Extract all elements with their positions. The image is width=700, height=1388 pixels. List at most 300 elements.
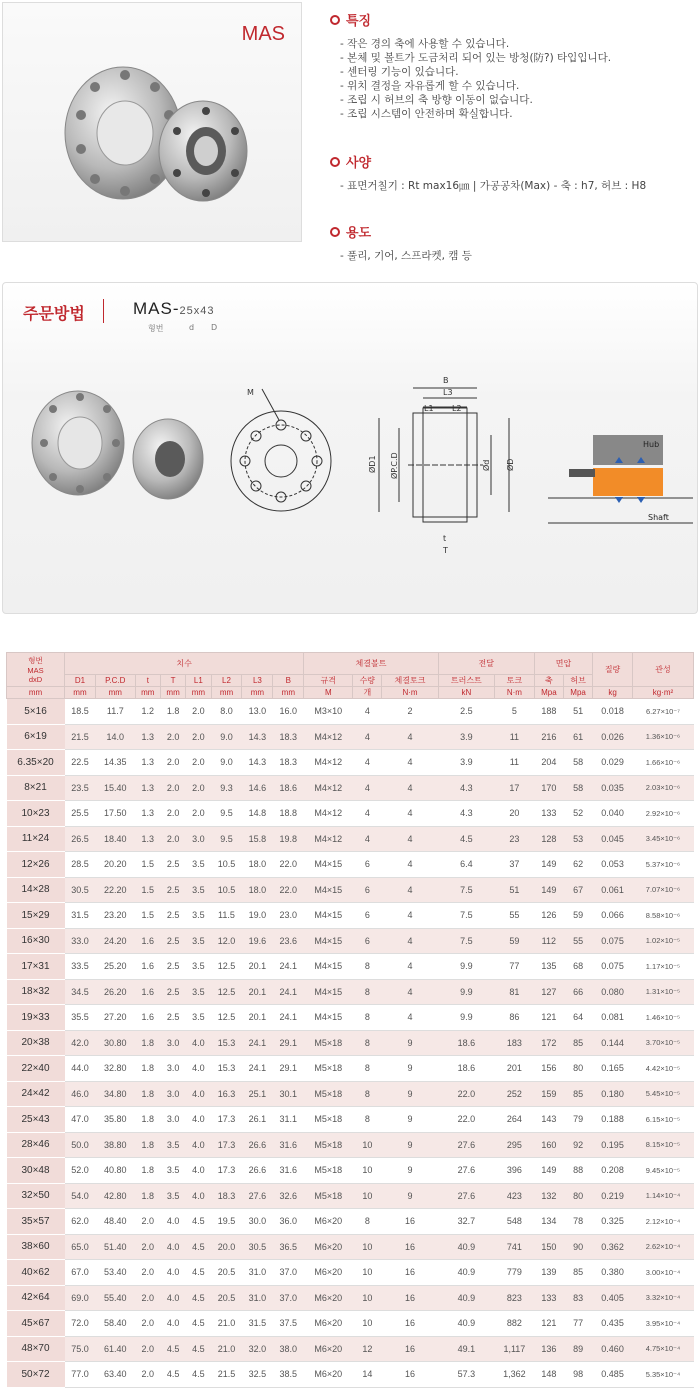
table-subheader: D1 <box>65 675 96 687</box>
table-row <box>7 724 694 750</box>
table-cell: 127 <box>534 979 563 1005</box>
table-unit: Mpa <box>534 687 563 699</box>
table-unit: mm <box>211 687 242 699</box>
table-cell: 13.0 <box>242 699 273 725</box>
table-cell: 5 <box>495 699 535 725</box>
table-cell: M5×18 <box>304 1030 353 1056</box>
table-cell: 31.0 <box>242 1285 273 1311</box>
table-cell: M6×20 <box>304 1260 353 1286</box>
table-cell: 21.0 <box>211 1311 242 1337</box>
table-cell: 1.3 <box>135 750 160 776</box>
label-shaft: Shaft <box>648 513 669 522</box>
table-cell: 27.6 <box>438 1132 494 1158</box>
table-cell: 4 <box>382 826 438 852</box>
table-subheader: L2 <box>211 675 242 687</box>
table-row <box>7 1132 694 1158</box>
unit-row <box>7 687 694 699</box>
table-cell: 32.5 <box>242 1362 273 1388</box>
table-subheader: L1 <box>186 675 211 687</box>
table-cell: 10 <box>353 1183 382 1209</box>
table-cell: 24.1 <box>273 954 304 980</box>
table-cell: 5.35×10⁻⁴ <box>632 1362 693 1388</box>
table-cell: 3.5 <box>186 903 211 929</box>
table-cell: 35.5 <box>65 1005 96 1031</box>
table-cell: 33.5 <box>65 954 96 980</box>
table-cell: 31.6 <box>273 1158 304 1184</box>
table-cell: 2.0 <box>135 1234 160 1260</box>
table-cell: 28.5 <box>65 852 96 878</box>
table-cell: 3.5 <box>186 979 211 1005</box>
table-cell: 18.0 <box>242 877 273 903</box>
table-cell: 4 <box>382 852 438 878</box>
table-cell: 1.8 <box>135 1183 160 1209</box>
table-row-size: 50×72 <box>7 1362 65 1388</box>
table-cell: 1.36×10⁻⁶ <box>632 724 693 750</box>
table-cell: 4 <box>353 750 382 776</box>
table-cell: 17.3 <box>211 1158 242 1184</box>
table-cell: M5×18 <box>304 1132 353 1158</box>
table-cell: 33.0 <box>65 928 96 954</box>
table-cell: 4.5 <box>186 1362 211 1388</box>
table-row <box>7 928 694 954</box>
table-cell: 40.9 <box>438 1260 494 1286</box>
table-row <box>7 1336 694 1362</box>
table-cell: 40.9 <box>438 1234 494 1260</box>
table-cell: 68 <box>563 954 592 980</box>
table-cell: 4 <box>382 877 438 903</box>
table-cell: 135 <box>534 954 563 980</box>
table-cell: 10 <box>353 1260 382 1286</box>
th-trans: 전달 <box>438 653 534 675</box>
label-t: t <box>443 534 447 543</box>
table-cell: 27.6 <box>438 1158 494 1184</box>
table-cell: M6×20 <box>304 1285 353 1311</box>
table-unit: mm <box>160 687 185 699</box>
table-cell: 34.80 <box>95 1081 135 1107</box>
table-unit: mm <box>135 687 160 699</box>
table-cell: 30.5 <box>65 877 96 903</box>
table-cell: 59 <box>495 928 535 954</box>
table-cell: 1.8 <box>135 1107 160 1133</box>
table-cell: 19.6 <box>242 928 273 954</box>
table-row <box>7 852 694 878</box>
table-cell: 83 <box>563 1285 592 1311</box>
table-cell: 170 <box>534 775 563 801</box>
table-cell: 10.5 <box>211 877 242 903</box>
table-cell: 4 <box>382 979 438 1005</box>
table-cell: 16 <box>382 1234 438 1260</box>
table-cell: 20.20 <box>95 852 135 878</box>
table-cell: M4×12 <box>304 775 353 801</box>
table-cell: 0.219 <box>593 1183 633 1209</box>
table-cell: 2.03×10⁻⁶ <box>632 775 693 801</box>
table-cell: 20.1 <box>242 1005 273 1031</box>
table-cell: M4×12 <box>304 750 353 776</box>
table-cell: 2.5 <box>160 903 185 929</box>
table-cell: 26.1 <box>242 1107 273 1133</box>
product-image <box>3 3 303 243</box>
table-cell: 36.0 <box>273 1209 304 1235</box>
table-cell: 3.5 <box>186 1005 211 1031</box>
table-cell: 42.0 <box>65 1030 96 1056</box>
table-cell: 1.6 <box>135 979 160 1005</box>
table-unit: kg·m² <box>632 687 693 699</box>
table-cell: 11 <box>495 750 535 776</box>
table-cell: 18.8 <box>273 801 304 827</box>
table-cell: 150 <box>534 1234 563 1260</box>
table-cell: 3.9 <box>438 724 494 750</box>
table-cell: 53.40 <box>95 1260 135 1286</box>
table-row-size: 35×57 <box>7 1209 65 1235</box>
table-cell: 4.5 <box>186 1260 211 1286</box>
table-row <box>7 775 694 801</box>
table-cell: 48.40 <box>95 1209 135 1235</box>
table-cell: 86 <box>495 1005 535 1031</box>
table-cell: 57.3 <box>438 1362 494 1388</box>
order-label-d: d <box>189 323 195 332</box>
table-cell: 3.5 <box>186 852 211 878</box>
table-cell: 1,362 <box>495 1362 535 1388</box>
table-cell: 7.07×10⁻⁶ <box>632 877 693 903</box>
table-cell: 0.080 <box>593 979 633 1005</box>
table-row <box>7 1362 694 1388</box>
label-d: Ød <box>482 459 491 471</box>
table-row <box>7 1311 694 1337</box>
table-cell: 0.061 <box>593 877 633 903</box>
table-cell: 0.029 <box>593 750 633 776</box>
th-model: 형번 MAS dxD <box>7 653 65 687</box>
table-cell: 0.144 <box>593 1030 633 1056</box>
table-cell: 4.0 <box>160 1234 185 1260</box>
table-cell: 21.0 <box>211 1336 242 1362</box>
table-cell: 2.0 <box>160 750 185 776</box>
table-cell: 40.80 <box>95 1158 135 1184</box>
table-cell: 4.5 <box>186 1336 211 1362</box>
table-cell: 42.80 <box>95 1183 135 1209</box>
table-cell: 2.0 <box>186 801 211 827</box>
table-cell: 24.1 <box>242 1030 273 1056</box>
table-cell: 4 <box>353 699 382 725</box>
table-cell: 3.5 <box>160 1183 185 1209</box>
table-subheader: L3 <box>242 675 273 687</box>
table-cell: 9.5 <box>211 826 242 852</box>
table-cell: 90 <box>563 1234 592 1260</box>
table-cell: 80 <box>563 1183 592 1209</box>
table-cell: 9 <box>382 1132 438 1158</box>
table-cell: 14.3 <box>242 750 273 776</box>
table-cell: 5.37×10⁻⁶ <box>632 852 693 878</box>
table-cell: 4 <box>382 801 438 827</box>
table-cell: 2.0 <box>135 1311 160 1337</box>
table-cell: 3.5 <box>160 1158 185 1184</box>
table-cell: 4.0 <box>186 1107 211 1133</box>
table-cell: 20 <box>495 801 535 827</box>
table-cell: 11.5 <box>211 903 242 929</box>
table-cell: 4.5 <box>438 826 494 852</box>
table-cell: 20.5 <box>211 1260 242 1286</box>
table-cell: 1.66×10⁻⁶ <box>632 750 693 776</box>
table-row-size: 45×67 <box>7 1311 65 1337</box>
table-cell: 0.435 <box>593 1311 633 1337</box>
label-pcd: ØP.C.D <box>390 452 399 479</box>
table-cell: 22.0 <box>273 877 304 903</box>
specs-title: 사양 <box>330 152 690 171</box>
table-cell: 31.1 <box>273 1107 304 1133</box>
subheader-row <box>7 675 694 687</box>
table-subheader: 축 <box>534 675 563 687</box>
table-cell: 2.62×10⁻⁴ <box>632 1234 693 1260</box>
table-cell: 2.0 <box>135 1285 160 1311</box>
table-cell: 67 <box>563 877 592 903</box>
table-cell: 15.8 <box>242 826 273 852</box>
table-cell: 52 <box>563 801 592 827</box>
table-cell: 12.5 <box>211 1005 242 1031</box>
table-cell: 65.0 <box>65 1234 96 1260</box>
table-cell: 38.80 <box>95 1132 135 1158</box>
table-cell: 31.0 <box>242 1260 273 1286</box>
table-cell: 58.40 <box>95 1311 135 1337</box>
specs-text: - 표면거칠기 : Rt max16㎛ | 가공공차(Max) - 축 : h7, 허브 : H8 <box>340 180 647 192</box>
table-cell: 9.9 <box>438 979 494 1005</box>
table-unit: mm <box>186 687 211 699</box>
table-row <box>7 1209 694 1235</box>
table-cell: 0.208 <box>593 1158 633 1184</box>
spec-table <box>6 652 694 1388</box>
table-cell: 2.0 <box>160 775 185 801</box>
table-cell: 9.0 <box>211 750 242 776</box>
table-row-size: 32×50 <box>7 1183 65 1209</box>
table-cell: M5×18 <box>304 1158 353 1184</box>
table-cell: 9 <box>382 1030 438 1056</box>
table-cell: 0.485 <box>593 1362 633 1388</box>
table-row <box>7 699 694 725</box>
table-cell: 252 <box>495 1081 535 1107</box>
table-row-size: 17×31 <box>7 954 65 980</box>
table-cell: 10 <box>353 1158 382 1184</box>
table-cell: 18.3 <box>211 1183 242 1209</box>
table-cell: 3.5 <box>186 954 211 980</box>
list-item: - 위치 결정을 자유롭게 할 수 있습니다. <box>340 80 520 92</box>
model-name: MAS <box>241 23 285 45</box>
table-unit: kg <box>593 687 633 699</box>
table-cell: 160 <box>534 1132 563 1158</box>
table-cell: 64 <box>563 1005 592 1031</box>
table-cell: 1.8 <box>135 1158 160 1184</box>
table-cell: 35.80 <box>95 1107 135 1133</box>
table-cell: 4.5 <box>160 1362 185 1388</box>
table-cell: M5×18 <box>304 1183 353 1209</box>
table-cell: 51 <box>563 699 592 725</box>
table-cell: 22.5 <box>65 750 96 776</box>
table-cell: 8.15×10⁻⁵ <box>632 1132 693 1158</box>
th-inertia: 관성 <box>632 653 693 687</box>
table-cell: 4.5 <box>186 1311 211 1337</box>
table-cell: 0.195 <box>593 1132 633 1158</box>
label-D: ØD <box>506 458 515 471</box>
table-cell: 149 <box>534 1158 563 1184</box>
table-cell: 14.8 <box>242 801 273 827</box>
table-cell: 14 <box>353 1362 382 1388</box>
table-cell: M4×15 <box>304 1005 353 1031</box>
table-cell: 9 <box>382 1107 438 1133</box>
table-cell: 548 <box>495 1209 535 1235</box>
table-cell: 6 <box>353 852 382 878</box>
table-cell: 0.075 <box>593 928 633 954</box>
table-cell: 55 <box>495 903 535 929</box>
table-row-size: 38×60 <box>7 1234 65 1260</box>
table-cell: 2.0 <box>186 750 211 776</box>
table-cell: 3.0 <box>160 1107 185 1133</box>
table-row-size: 5×16 <box>7 699 65 725</box>
table-cell: 14.3 <box>242 724 273 750</box>
table-cell: 7.5 <box>438 903 494 929</box>
table-cell: 32.7 <box>438 1209 494 1235</box>
table-cell: 27.6 <box>438 1183 494 1209</box>
table-row <box>7 954 694 980</box>
table-cell: 188 <box>534 699 563 725</box>
table-cell: 0.045 <box>593 826 633 852</box>
table-subheader: P.C.D <box>95 675 135 687</box>
table-cell: 8 <box>353 1005 382 1031</box>
table-cell: 2.0 <box>186 724 211 750</box>
table-cell: 72.0 <box>65 1311 96 1337</box>
list-item: - 센터링 기능이 있습니다. <box>340 66 459 78</box>
table-cell: 1.3 <box>135 724 160 750</box>
table-cell: 85 <box>563 1081 592 1107</box>
table-cell: 55 <box>563 928 592 954</box>
table-cell: 9.9 <box>438 954 494 980</box>
table-subheader: 허브 <box>563 675 592 687</box>
table-cell: 2.5 <box>160 877 185 903</box>
table-cell: 3.0 <box>160 1081 185 1107</box>
table-cell: 12.0 <box>211 928 242 954</box>
table-cell: 3.0 <box>160 1030 185 1056</box>
table-cell: 37.5 <box>273 1311 304 1337</box>
table-row <box>7 877 694 903</box>
table-cell: 16 <box>382 1362 438 1388</box>
table-cell: 0.362 <box>593 1234 633 1260</box>
table-cell: 4.0 <box>186 1158 211 1184</box>
table-cell: 3.95×10⁻⁴ <box>632 1311 693 1337</box>
table-cell: 18.3 <box>273 750 304 776</box>
table-cell: 30.0 <box>242 1209 273 1235</box>
table-unit: N·m <box>495 687 535 699</box>
table-subheader: B <box>273 675 304 687</box>
table-cell: 4.0 <box>160 1209 185 1235</box>
table-cell: 0.066 <box>593 903 633 929</box>
table-cell: 32.0 <box>242 1336 273 1362</box>
table-cell: 44.0 <box>65 1056 96 1082</box>
table-cell: 15.3 <box>211 1056 242 1082</box>
table-cell: 4.0 <box>186 1132 211 1158</box>
table-row-size: 19×33 <box>7 1005 65 1031</box>
table-cell: 5.45×10⁻⁵ <box>632 1081 693 1107</box>
table-cell: 66 <box>563 979 592 1005</box>
table-cell: 11 <box>495 724 535 750</box>
table-row <box>7 1158 694 1184</box>
table-cell: 128 <box>534 826 563 852</box>
table-cell: M3×10 <box>304 699 353 725</box>
table-cell: 77 <box>495 954 535 980</box>
table-cell: 53 <box>563 826 592 852</box>
table-cell: 22.20 <box>95 877 135 903</box>
table-cell: 3.70×10⁻⁵ <box>632 1030 693 1056</box>
table-row-size: 18×32 <box>7 979 65 1005</box>
table-cell: M5×18 <box>304 1056 353 1082</box>
table-cell: 19.5 <box>211 1209 242 1235</box>
table-cell: 17.3 <box>211 1107 242 1133</box>
table-cell: 6 <box>353 903 382 929</box>
table-cell: 2.5 <box>160 928 185 954</box>
table-cell: M5×18 <box>304 1081 353 1107</box>
table-row <box>7 1285 694 1311</box>
table-cell: 8.58×10⁻⁶ <box>632 903 693 929</box>
table-cell: 32.6 <box>273 1183 304 1209</box>
table-cell: 15.40 <box>95 775 135 801</box>
table-cell: 1.3 <box>135 826 160 852</box>
table-cell: 81 <box>495 979 535 1005</box>
table-cell: 4.75×10⁻⁴ <box>632 1336 693 1362</box>
table-cell: 136 <box>534 1336 563 1362</box>
table-row-size: 30×48 <box>7 1158 65 1184</box>
table-cell: 4.0 <box>186 1183 211 1209</box>
table-cell: 9.45×10⁻⁵ <box>632 1158 693 1184</box>
table-cell: 16 <box>382 1285 438 1311</box>
table-cell: 12 <box>353 1336 382 1362</box>
table-cell: 38.0 <box>273 1336 304 1362</box>
table-cell: 4 <box>353 801 382 827</box>
usage-title: 용도 <box>330 222 690 241</box>
table-cell: 4.0 <box>160 1285 185 1311</box>
table-cell: 40.9 <box>438 1311 494 1337</box>
table-cell: 16 <box>382 1209 438 1235</box>
table-cell: 4 <box>382 954 438 980</box>
table-cell: 78 <box>563 1209 592 1235</box>
table-cell: 63.40 <box>95 1362 135 1388</box>
table-cell: 58 <box>563 775 592 801</box>
order-label-D: D <box>211 323 218 332</box>
table-cell: 54.0 <box>65 1183 96 1209</box>
table-cell: 204 <box>534 750 563 776</box>
table-cell: 30.80 <box>95 1030 135 1056</box>
table-cell: 10 <box>353 1132 382 1158</box>
table-cell: 139 <box>534 1260 563 1286</box>
table-cell: 52.0 <box>65 1158 96 1184</box>
table-row-size: 10×23 <box>7 801 65 827</box>
ring-bullet-icon <box>330 227 340 237</box>
table-cell: 67.0 <box>65 1260 96 1286</box>
table-cell: 216 <box>534 724 563 750</box>
table-row <box>7 826 694 852</box>
table-cell: 4.0 <box>186 1056 211 1082</box>
table-cell: 21.5 <box>65 724 96 750</box>
table-cell: 1.6 <box>135 928 160 954</box>
table-cell: 0.380 <box>593 1260 633 1286</box>
table-cell: 34.5 <box>65 979 96 1005</box>
table-cell: 882 <box>495 1311 535 1337</box>
label-L3: L3 <box>443 388 453 397</box>
table-cell: 4.0 <box>186 1081 211 1107</box>
table-cell: 14.35 <box>95 750 135 776</box>
features-list <box>340 37 690 121</box>
table-row <box>7 1234 694 1260</box>
table-cell: 47.0 <box>65 1107 96 1133</box>
table-cell: 2.92×10⁻⁶ <box>632 801 693 827</box>
table-row-size: 16×30 <box>7 928 65 954</box>
th-press: 면압 <box>534 653 592 675</box>
table-cell: 16.0 <box>273 699 304 725</box>
table-cell: 4 <box>382 775 438 801</box>
